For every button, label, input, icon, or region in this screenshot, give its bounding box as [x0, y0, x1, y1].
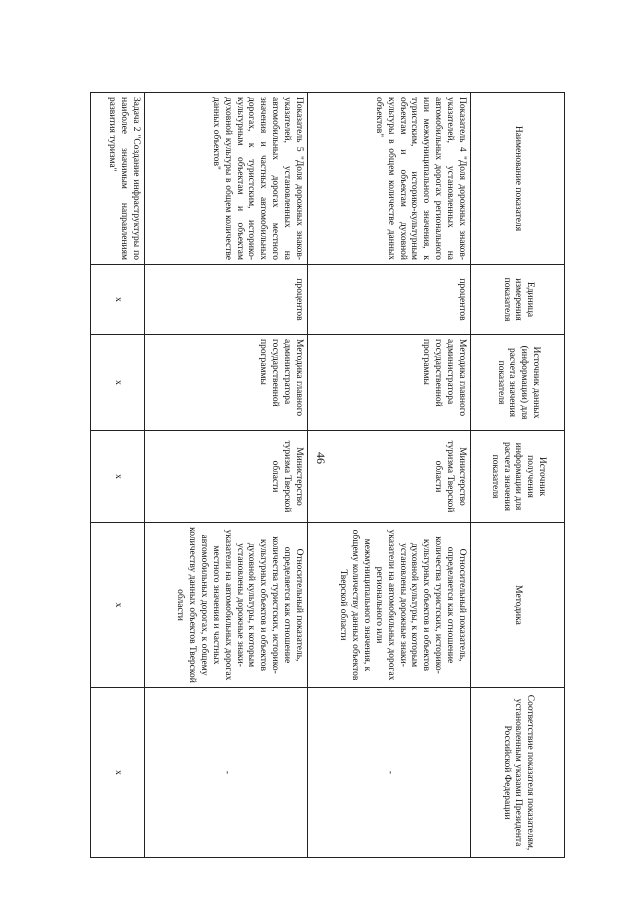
row-compliance: - — [308, 688, 471, 858]
table-row — [91, 93, 145, 858]
row-compliance: - — [145, 688, 308, 858]
row-unit: х — [91, 265, 145, 335]
row-name: Задача 2 "Создание инфраструктуры по наиболее значимым направлениям развития туризма" — [91, 93, 145, 265]
header-source: Источник данных (информации) для расчета значения показателя — [471, 335, 565, 431]
page-number: 46 — [314, 452, 328, 464]
indicators-table — [90, 92, 565, 858]
row-method: Относительный показатель, определяется как отношение количества туристских, историко-культурных объектов и объектов духовной культуры, к которым установлены дорожные знаки-указатели на автомобильных дорогах местного значения и частных автомобильных дорогах, к общему количеству данных объектов Тверской области — [145, 523, 308, 688]
row-method: х — [91, 523, 145, 688]
row-method: Относительный показатель, определяется как отношение количества туристских, историко-культурных объектов и объектов духовной культуры, к которым установлены дорожные знаки-указатели на автомобильных дорогах регионального или межмуниципального значения, к общему количеству данных объектов Тверской области — [308, 523, 471, 688]
row-compliance: х — [91, 688, 145, 858]
header-name: Наименование показателя — [471, 93, 565, 265]
row-name: Показатель 5 "Доля дорожных знаков-указателей, установленных на автомобильных дорогах местного значения и частных автомобильных дорогах, к туристским, историко-культурным объектам и объектам духовной культуры в общем количестве данных объектов" — [145, 93, 308, 265]
header-unit: Единица измерения показателя — [471, 265, 565, 335]
row-name: Показатель 4 "Доля дорожных знаков-указателей, установленных на автомобильных дорогах регионального или межмуниципального значения, к туристским, историко-культурным объектам и объектам духовной культуры в общем количестве данных объектов" — [308, 93, 471, 265]
table-row — [308, 93, 471, 858]
header-compliance: Соответствие показателя показателям, установленным указами Президента Российской Федерации — [471, 688, 565, 858]
row-info: Министерство туризма Тверской области — [145, 431, 308, 523]
row-source: Методика главного администратора государственной программы — [308, 335, 471, 431]
row-unit: процентов — [308, 265, 471, 335]
rotated-table-container — [91, 92, 565, 857]
row-info: х — [91, 431, 145, 523]
row-unit: процентов — [145, 265, 308, 335]
row-info: Министерство туризма Тверской области — [308, 431, 471, 523]
row-source: Методика главного администратора государственной программы — [145, 335, 308, 431]
header-info: Источник получения информации для расчета значения показателя — [471, 431, 565, 523]
row-source: х — [91, 335, 145, 431]
header-row — [471, 93, 565, 858]
header-method: Методика — [471, 523, 565, 688]
table-row — [145, 93, 308, 858]
